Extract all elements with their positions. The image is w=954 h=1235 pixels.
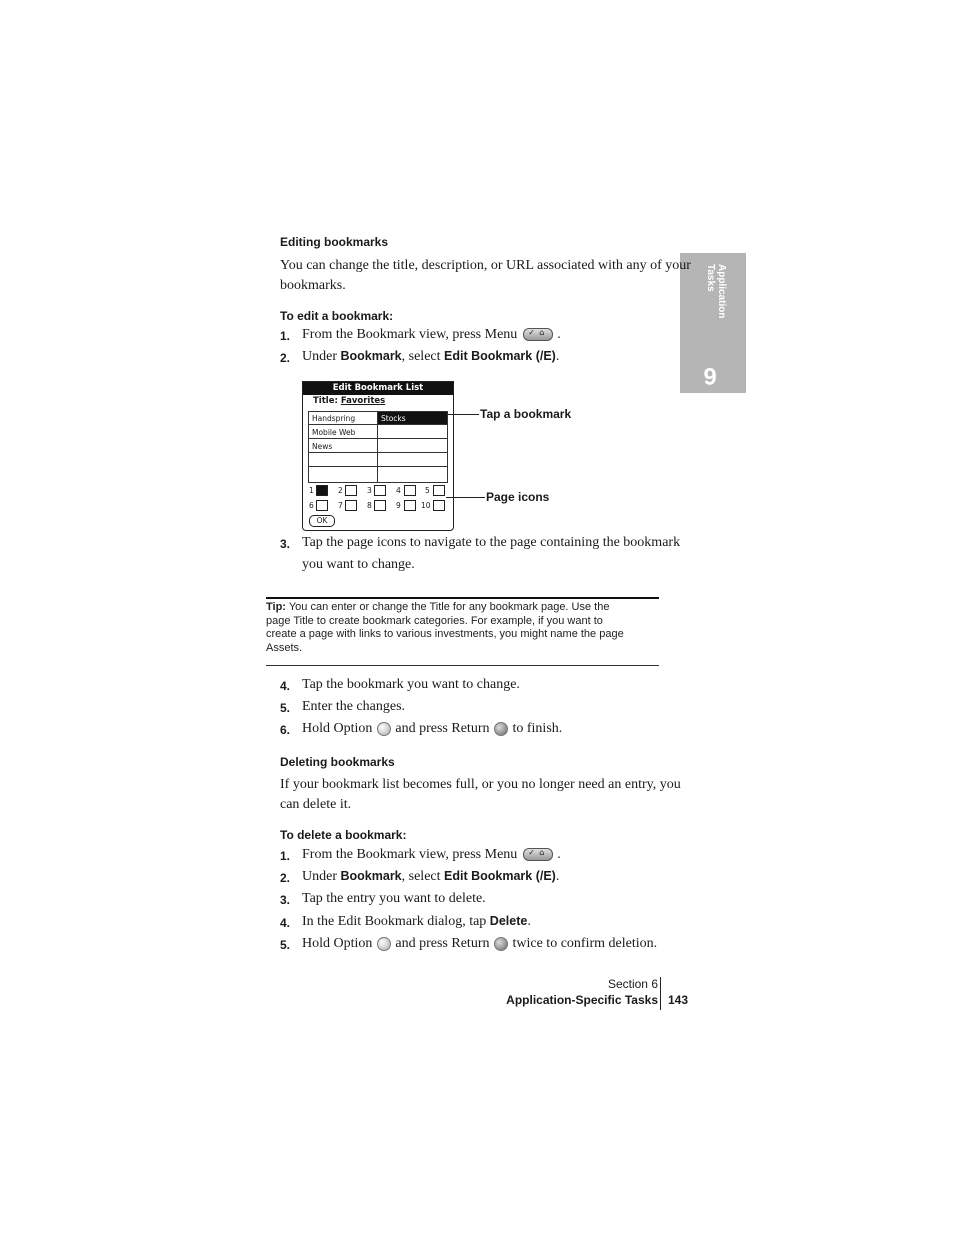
- bookmark-grid: [308, 411, 448, 483]
- tip-box: [266, 601, 666, 655]
- tip-text: Assets.: [266, 641, 303, 654]
- step-text: Hold Option: [302, 721, 373, 736]
- screen-title-bar: Edit Bookmark List: [303, 382, 453, 395]
- menu-name: Bookmark: [340, 869, 402, 883]
- step-number: 4.: [280, 916, 291, 930]
- delete-step-4: [280, 914, 670, 934]
- step-text: Tap the entry you want to delete.: [302, 891, 486, 906]
- step-number: 3.: [280, 893, 291, 907]
- page-number: 2: [338, 486, 343, 495]
- step-number: 5.: [280, 938, 291, 952]
- step-text-end: .: [527, 914, 531, 929]
- bookmark-cell[interactable]: [378, 468, 447, 481]
- edit-bookmark-list-screen: [302, 381, 454, 531]
- step-text-end: .: [555, 869, 560, 884]
- bookmark-cell[interactable]: News: [309, 440, 377, 453]
- step-number: 6.: [280, 723, 291, 737]
- step-text: Hold Option: [302, 936, 373, 951]
- step-text-end: .: [557, 847, 561, 862]
- section-heading-deleting: Deleting bookmarks: [280, 755, 395, 769]
- page-icon[interactable]: [433, 485, 445, 496]
- step-text: to finish.: [512, 721, 563, 736]
- step-text-end: .: [555, 349, 560, 364]
- step-text: , select: [401, 349, 445, 364]
- step-text: Tap the page icons to navigate to the page containing the bookmark: [302, 535, 681, 550]
- callout-line-tap: [446, 414, 479, 415]
- step-text: From the Bookmark view, press Menu: [302, 847, 518, 862]
- command-name: Edit Bookmark (/E): [444, 869, 556, 883]
- ok-button[interactable]: OK: [309, 515, 335, 527]
- tip-label: Tip:: [266, 601, 286, 613]
- delete-step-3: [280, 891, 670, 911]
- page-number: 143: [668, 993, 689, 1007]
- edit-step-4: [280, 677, 670, 697]
- page-title-field[interactable]: [313, 396, 385, 406]
- step-text-end: .: [557, 327, 561, 342]
- step-text: Under: [302, 869, 341, 884]
- delete-step-1: [280, 847, 670, 867]
- editing-intro-line2: bookmarks.: [280, 278, 346, 293]
- deleting-intro-line2: can delete it.: [280, 797, 352, 812]
- step-number: 3.: [280, 537, 291, 551]
- menu-button-icon: ✓ ⌂: [523, 328, 553, 341]
- bookmark-cell[interactable]: [309, 468, 377, 481]
- page-icon[interactable]: [374, 500, 386, 511]
- page-number: 4: [396, 486, 401, 495]
- tip-text: create a page with links to various investments, you might name the page: [266, 628, 624, 640]
- step-text: In the Edit Bookmark dialog, tap: [302, 914, 490, 929]
- page-number: 7: [338, 501, 343, 510]
- page-icon[interactable]: [374, 485, 386, 496]
- section-heading-editing: Editing bookmarks: [280, 235, 389, 249]
- page-number: 8: [367, 501, 372, 510]
- page-icon[interactable]: [433, 500, 445, 511]
- callout-line-pages: [446, 497, 485, 498]
- chapter-tab-line2: Tasks: [705, 264, 716, 292]
- procedure-heading-delete: To delete a bookmark:: [280, 828, 407, 842]
- callout-tap-bookmark: Tap a bookmark: [480, 407, 572, 421]
- footer-divider: [660, 977, 661, 1010]
- return-key-icon: [494, 937, 508, 951]
- page-title-label: Title:: [313, 396, 341, 406]
- menu-button-icon: ✓ ⌂: [523, 848, 553, 861]
- editing-intro-line1: You can change the title, description, or URL associated with any of your: [280, 258, 691, 273]
- tip-text: You can enter or change the Title for any bookmark page. Use the: [285, 601, 610, 613]
- edit-step-3: [280, 535, 681, 555]
- edit-step-1: [280, 327, 670, 347]
- deleting-intro-line1: If your bookmark list becomes full, or you no longer need an entry, you: [280, 777, 681, 792]
- step-text: , select: [401, 869, 445, 884]
- step-text: twice to confirm deletion.: [512, 936, 658, 951]
- step-number: 2.: [280, 351, 291, 365]
- page-number: 9: [396, 501, 401, 510]
- bookmark-cell[interactable]: [309, 454, 377, 467]
- tip-text: page Title to create bookmark categories. For example, if you want to: [266, 614, 603, 627]
- step-number: 1.: [280, 849, 291, 863]
- button-name: Delete: [489, 914, 528, 928]
- page-number: 5: [425, 486, 430, 495]
- chapter-tab-line1: Application: [716, 264, 727, 319]
- page-icon[interactable]: [404, 500, 416, 511]
- edit-step-2: [280, 349, 670, 369]
- step-number: 1.: [280, 329, 291, 343]
- option-key-icon: [377, 722, 391, 736]
- page-number: 6: [309, 501, 314, 510]
- tip-top-rule: [266, 597, 659, 599]
- footer-chapter: Application-Specific Tasks: [506, 993, 658, 1007]
- page-number: 10: [421, 501, 431, 510]
- page-number: 3: [367, 486, 372, 495]
- step-number: 2.: [280, 871, 291, 885]
- delete-step-5: [280, 936, 670, 956]
- step-text: and press Return: [395, 721, 490, 736]
- option-key-icon: [377, 937, 391, 951]
- page-icon[interactable]: [345, 485, 357, 496]
- bookmark-cell[interactable]: [378, 440, 447, 453]
- command-name: Edit Bookmark (/E): [444, 349, 556, 363]
- step-number: 5.: [280, 701, 291, 715]
- edit-step-6: [280, 721, 670, 741]
- page-icon-selected[interactable]: [316, 485, 328, 496]
- edit-step-3-cont: you want to change.: [302, 557, 415, 572]
- callout-page-icons: Page icons: [486, 490, 550, 504]
- bookmark-cell[interactable]: [378, 454, 447, 467]
- bookmark-cell[interactable]: Handspring: [309, 412, 377, 425]
- page-icon[interactable]: [404, 485, 416, 496]
- step-text: and press Return: [395, 936, 490, 951]
- procedure-heading-edit: To edit a bookmark:: [280, 309, 394, 323]
- footer-section: Section 6: [607, 977, 658, 991]
- step-text: Under: [302, 349, 341, 364]
- page-title-value: Favorites: [340, 396, 386, 406]
- chapter-number: 6: [703, 362, 717, 389]
- step-text: Enter the changes.: [302, 699, 406, 714]
- menu-name: Bookmark: [340, 349, 402, 363]
- edit-step-5: [280, 699, 670, 719]
- step-number: 4.: [280, 679, 291, 693]
- delete-step-2: [280, 869, 670, 889]
- step-text: From the Bookmark view, press Menu: [302, 327, 518, 342]
- page-icon[interactable]: [316, 500, 328, 511]
- chapter-tab-label: [683, 264, 743, 326]
- bookmark-cell[interactable]: Mobile Web: [309, 426, 377, 439]
- tip-bottom-rule: [266, 665, 659, 666]
- return-key-icon: [494, 722, 508, 736]
- page-number: 1: [309, 486, 314, 495]
- step-text: Tap the bookmark you want to change.: [302, 677, 520, 692]
- bookmark-cell[interactable]: [378, 426, 447, 439]
- bookmark-cell-selected[interactable]: Stocks: [378, 412, 447, 425]
- page-icon[interactable]: [345, 500, 357, 511]
